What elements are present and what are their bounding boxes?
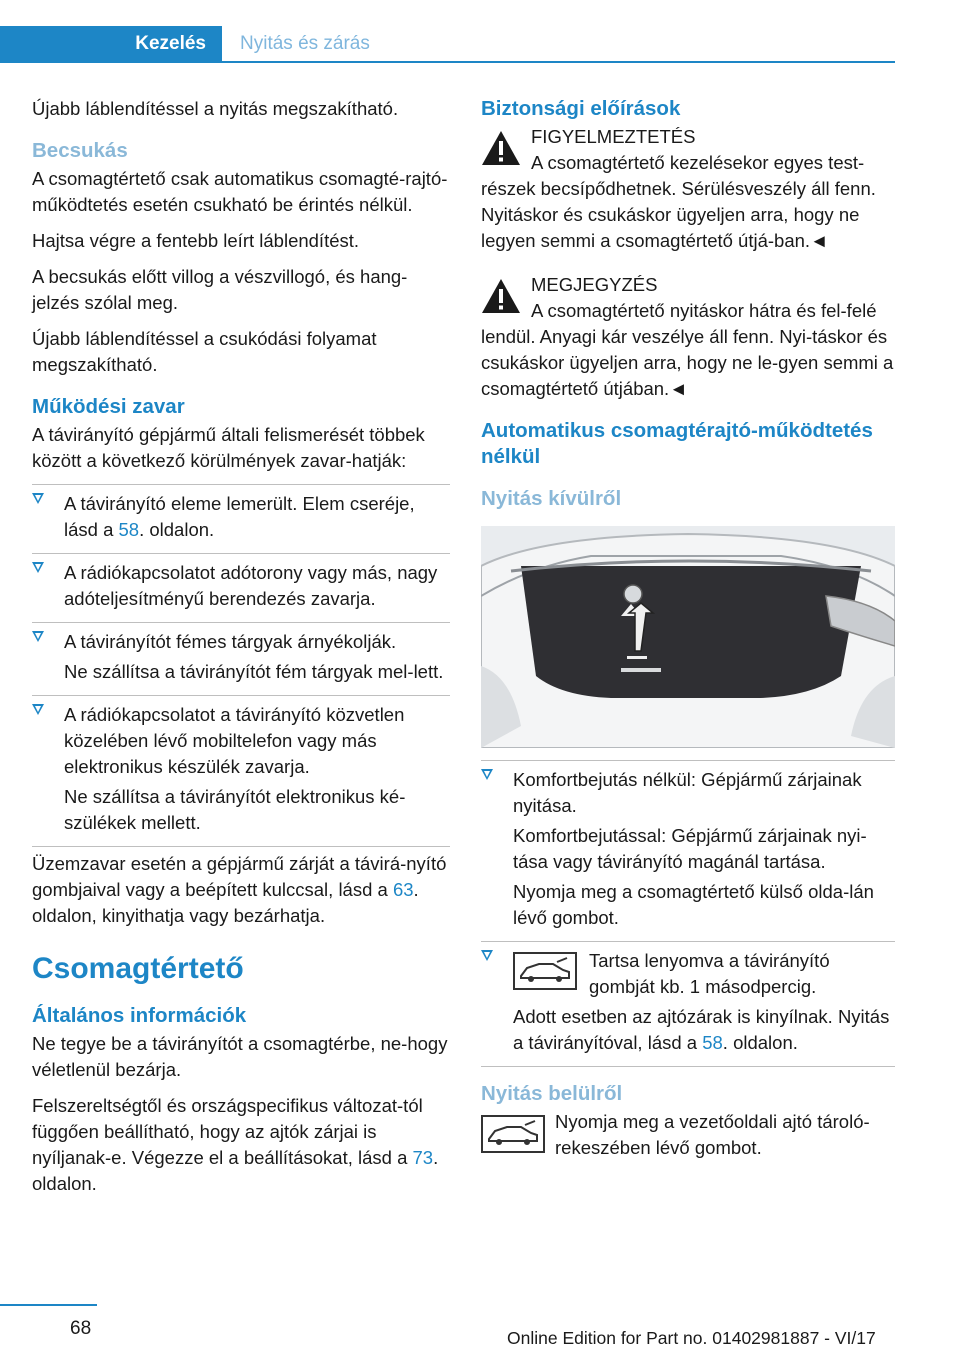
bullet-triangle-icon	[32, 493, 44, 504]
bullet-subtext: Ne szállítsa a távirányítót elektronikus ké‐szülékek mellett.	[64, 786, 406, 833]
header-bar	[0, 26, 895, 62]
list-item	[32, 484, 450, 553]
paragraph: Ne tegye be a távirányítót a csomagtérbe, ne‐hogy véletlenül bezárja.	[32, 1033, 448, 1080]
edition-note: Online Edition for Part no. 01402981887 - VI/17	[507, 1328, 876, 1348]
bullet-text: Tartsa lenyomva a távirányító gombját kb. 1 másodpercig.	[589, 950, 830, 997]
notice-block	[481, 272, 895, 402]
page-link[interactable]: 63	[392, 879, 414, 900]
left-column	[32, 96, 450, 1207]
warning-triangle-icon	[481, 130, 521, 166]
warning-text: A csomagtértető kezelésekor egyes test‐részek becsípődhetnek. Sérülésveszély áll fenn. Nyitáskor és csukáskor ügyeljen arra, hogy ne legyen semmi a csomagtértető útjá‐ban.◄	[481, 152, 876, 251]
footer-rule	[0, 1304, 97, 1306]
list-item	[32, 553, 450, 622]
page-link[interactable]: 73	[412, 1147, 434, 1168]
bullet-triangle-icon	[32, 562, 44, 573]
warning-triangle-icon	[481, 278, 521, 314]
trunk-button-icon	[513, 952, 577, 990]
heading-nyitas-kivulrol: Nyitás kívülről	[481, 487, 622, 510]
heading-biztonsagi-eloirasok: Biztonsági előírások	[481, 97, 681, 120]
bullet-text: A rádiókapcsolatot adótorony vagy más, nagy adóteljesítményű berendezés zavarja.	[64, 562, 438, 609]
bullet-triangle-icon	[32, 704, 44, 715]
trunk-button-icon	[481, 1115, 545, 1153]
bullet-text: A rádiókapcsolatot a távirányító közvetlen közelében lévő mobiltelefon vagy más elektronikus készülék zavarja.	[64, 704, 405, 777]
bullet-subtext: Adott esetben az ajtózárak is kinyílnak. Nyitás a távirányítóval, lásd a	[513, 1006, 890, 1053]
bullet-triangle-icon	[32, 631, 44, 642]
bullet-subtext: Ne szállítsa a távirányítót fém tárgyak mel‐lett.	[64, 661, 444, 682]
heading-nyitas-belulrol: Nyitás belülről	[481, 1082, 623, 1105]
heading-becsukas: Becsukás	[32, 139, 128, 162]
tab-kezeles[interactable]: Kezelés	[0, 26, 222, 62]
warning-title: FIGYELMEZTETÉS	[531, 126, 696, 147]
bullet-subtext: . oldalon.	[722, 1032, 798, 1053]
bullet-text: Komfortbejutás nélkül: Gépjármű zárjainak nyitása.	[513, 769, 862, 816]
bullet-triangle-icon	[481, 769, 493, 780]
bullet-triangle-icon	[481, 950, 493, 961]
warning-block	[481, 124, 895, 254]
paragraph: Újabb láblendítéssel a csukódási folyamat megszakítható.	[32, 328, 377, 375]
inside-open-block	[481, 1109, 895, 1161]
bullet-text: A távirányító eleme lemerült. Elem cseréje, lásd a	[64, 493, 415, 540]
page-link[interactable]: 58	[702, 1032, 723, 1053]
page-number: 68	[70, 1318, 92, 1339]
trunk-lid-image	[481, 526, 895, 748]
right-column	[481, 96, 895, 1171]
paragraph: Hajtsa végre a fentebb leírt láblendítést.	[32, 230, 360, 251]
paragraph: A becsukás előtt villog a vészvillogó, és hang‐jelzés szólal meg.	[32, 266, 408, 313]
paragraph: . oldalon, kinyithatja vagy bezárhatja.	[32, 879, 419, 926]
heading-automatikus-nelkul: Automatikus csomagtérajtó-működtetés nélkül	[481, 419, 873, 468]
paragraph: Nyomja meg a vezetőoldali ajtó tároló‐rekeszében lévő gombot.	[555, 1111, 870, 1158]
heading-csomagterteto: Csomagtértető	[32, 952, 244, 985]
heading-altalanos-informaciok: Általános információk	[32, 1004, 247, 1027]
header-rule	[0, 61, 895, 63]
list-item	[481, 941, 895, 1067]
bullet-text: A távirányítót fémes tárgyak árnyékolják.	[64, 631, 397, 652]
list-item	[32, 622, 450, 695]
tab-nyitas-es-zaras[interactable]: Nyitás és zárás	[240, 33, 370, 54]
bullet-list	[32, 484, 450, 847]
paragraph: A távirányító gépjármű általi felismerését többek között a következő körülmények zavar‐hatják:	[32, 424, 425, 471]
paragraph: Üzemzavar esetén a gépjármű zárját a távirá‐nyító gombjaival vagy a beépített kulccsal, lásd a	[32, 853, 447, 900]
list-item	[32, 695, 450, 847]
paragraph: . oldalon.	[32, 1147, 439, 1194]
list-item	[481, 760, 895, 941]
notice-text: A csomagtértető nyitáskor hátra és fel‐felé lendül. Anyagi kár veszélye áll fenn. Nyi‐táskor és csukáskor ügyeljen arra, hogy ne le‐gyen semmi a csomagtértető útjában.◄	[481, 300, 894, 399]
bullet-subtext: Nyomja meg a csomagtértető külső olda‐lán lévő gombot.	[513, 881, 874, 928]
heading-mukodesi-zavar: Működési zavar	[32, 395, 185, 418]
paragraph: A csomagtértető csak automatikus csomagté‐rajtó-működtetés esetén csukható be érintés nélkül.	[32, 168, 448, 215]
bullet-text: . oldalon.	[139, 519, 215, 540]
bullet-subtext: Komfortbejutással: Gépjármű zárjainak nyi‐tása vagy távirányító magánál tartása.	[513, 825, 867, 872]
page-link[interactable]: 58	[118, 519, 140, 540]
notice-title: MEGJEGYZÉS	[531, 274, 658, 295]
paragraph: Újabb láblendítéssel a nyitás megszakítható.	[32, 98, 399, 119]
bullet-list	[481, 760, 895, 1067]
paragraph: Felszereltségtől és országspecifikus változat‐tól függően beállítható, hogy az ajtók zárjai is nyíljanak-e. Végezze el a beállításokat, lásd a	[32, 1095, 423, 1168]
